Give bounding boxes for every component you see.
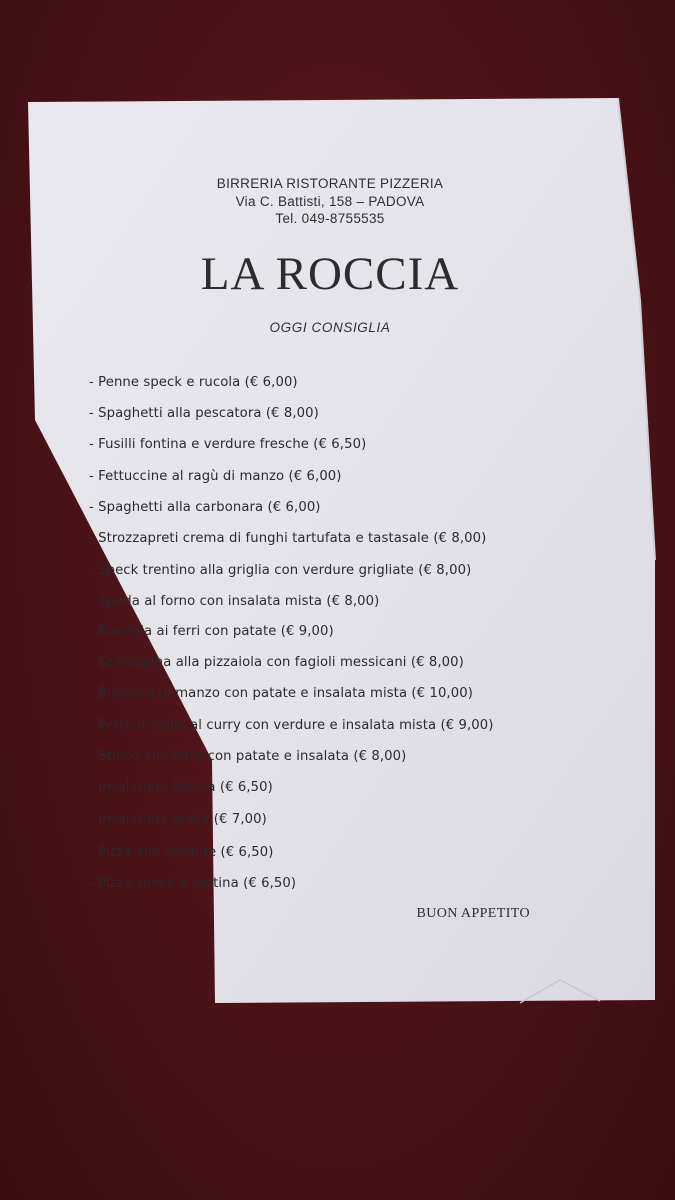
menu-item: - Insalatona Roccia (€ 6,50): [89, 780, 273, 795]
menu-item: - Fettuccine al ragù di manzo (€ 6,00): [89, 469, 342, 484]
menu-item: - Scaloppina alla pizzaiola con fagioli messicani (€ 8,00): [89, 655, 464, 670]
menu-item: - Speck trentino alla griglia con verdure grigliate (€ 8,00): [89, 563, 472, 578]
header-line-business-type: BIRRERIA RISTORANTE PIZZERIA: [216, 176, 444, 191]
menu-item: - Fusilli fontina e verdure fresche (€ 6,50): [89, 437, 367, 452]
header-line-address: Via C. Battisti, 158 – PADOVA: [235, 194, 425, 209]
menu-item: - Bistecca di manzo con patate e insalata mista (€ 10,00): [89, 686, 473, 701]
closing-greeting: BUON APPETITO: [416, 906, 530, 921]
menu-item: - Spaghetti alla carbonara (€ 6,00): [89, 500, 321, 515]
menu-item: - Petto di pollo al curry con verdure e insalata mista (€ 9,00): [89, 718, 494, 733]
menu-item: - Pizza alle verdure (€ 6,50): [89, 845, 274, 860]
menu-item: - Strozzapreti crema di funghi tartufata e tastasale (€ 8,00): [89, 531, 487, 546]
menu-subtitle: OGGI CONSIGLIA: [269, 320, 391, 335]
menu-item: - Braciola ai ferri con patate (€ 9,00): [89, 624, 334, 639]
menu-item: - Spaghetti alla pescatora (€ 8,00): [89, 406, 319, 421]
menu-item: - Stinco alla birra con patate e insalata (€ 8,00): [89, 749, 407, 764]
header-line-phone: Tel. 049-8755535: [275, 211, 385, 226]
menu-item: - Penne speck e rucola (€ 6,00): [89, 375, 298, 390]
menu-item: - Spada al forno con insalata mista (€ 8,00): [89, 594, 380, 609]
restaurant-name: LA ROCCIA: [200, 248, 460, 300]
menu-item: - Pizza speck e fontina (€ 6,50): [89, 876, 297, 891]
menu-item: - Insalatona greca (€ 7,00): [89, 812, 267, 827]
